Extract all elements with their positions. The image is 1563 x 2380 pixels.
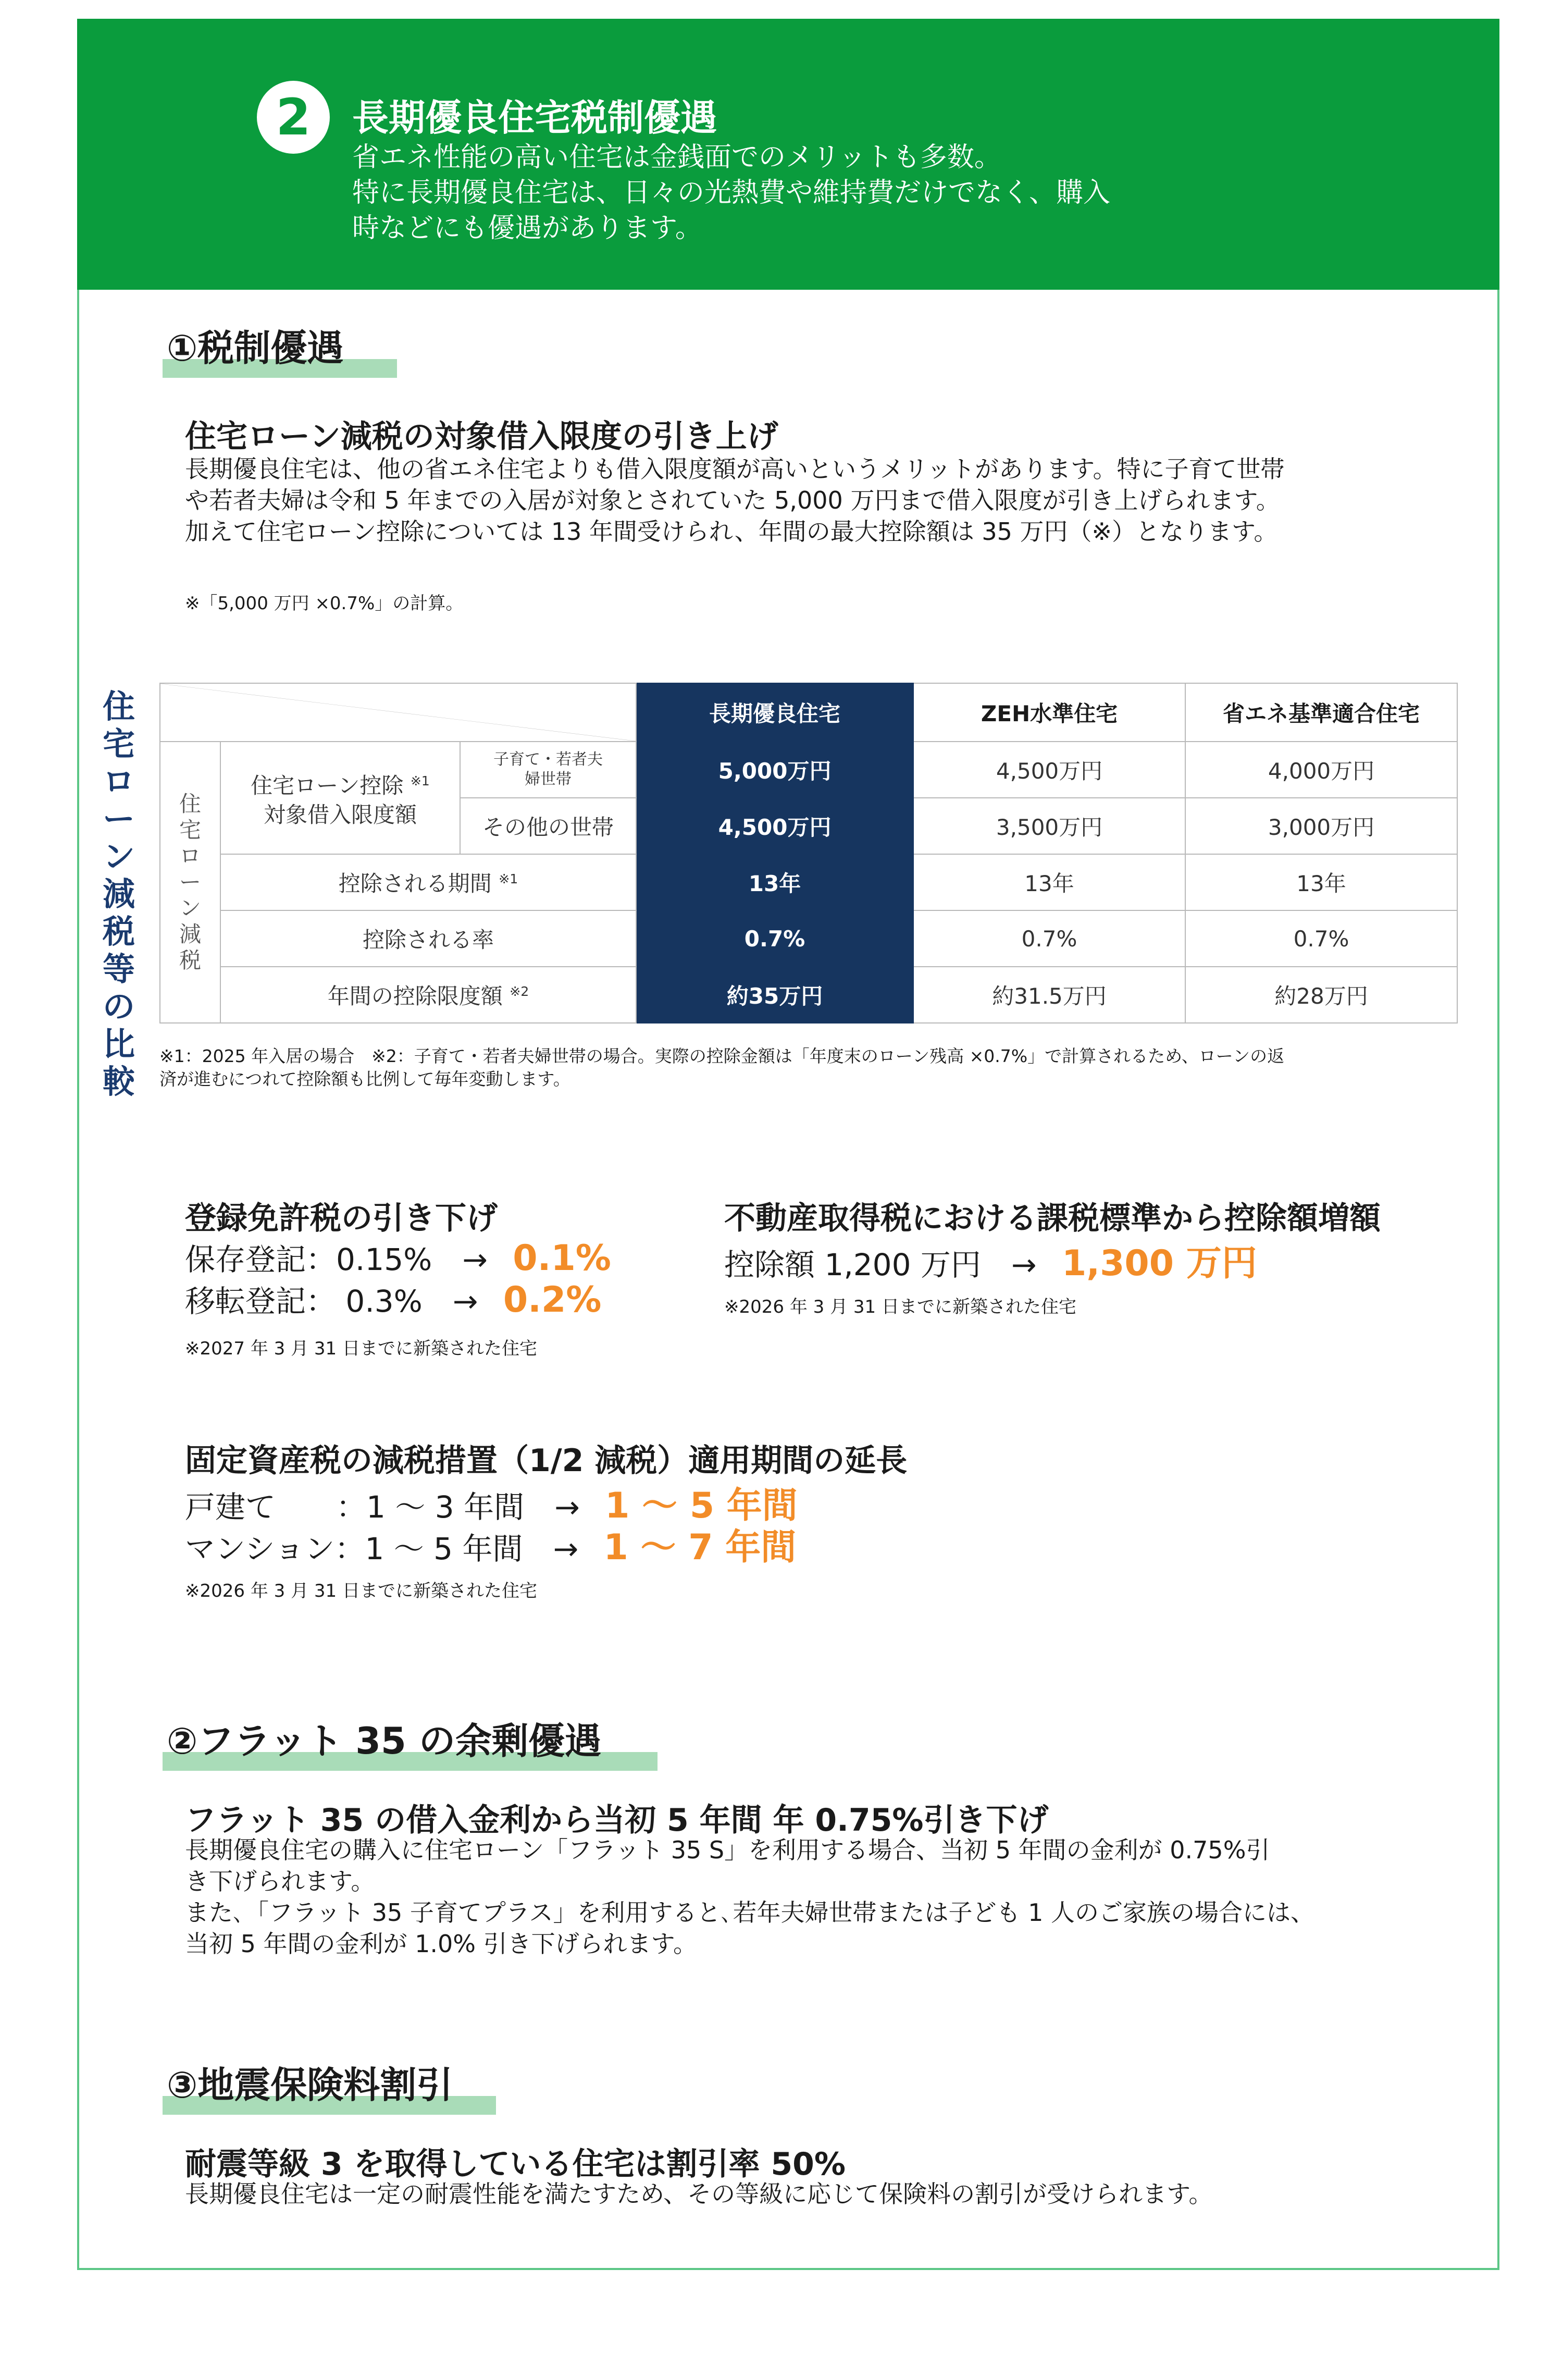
flat35-body-line: 当初 5 年間の金利が 1.0% 引き下げられます。 [185,1930,697,1958]
sub-label-other: その他の世帯 [460,798,636,854]
loan-body-line: 加えて住宅ローン控除については 13 年間受けられ、年間の最大控除額は 35 万円（※）となります。 [185,517,1278,546]
table-row [160,854,1457,910]
property-tax-label: マンション：1 ～ 5 年間 → [185,1531,579,1567]
period-label: 控除される期間 [338,871,492,896]
table-row [160,967,1457,1023]
sub-label-child-text: 子育て・若者夫婦世帯 [493,750,603,788]
table-cell: 0.7% [1185,910,1457,967]
flat35-body-line: また､「フラット 35 子育てプラス」を利用すると､若年夫婦世帯または子ども 1 人のご家族の場合には、 [185,1898,1314,1927]
insurance-body [185,2178,1212,2210]
table-cell: 4,500万円 [636,798,913,854]
loan-note: ※「5,000 万円 ×0.7%」の計算。 [185,593,464,614]
column-header: ZEH水準住宅 [913,683,1185,742]
insurance-title: 耐震等級 3 を取得している住宅は割引率 50% [185,2146,846,2182]
section-heading-text: ②フラット 35 の余剰優遇 [167,1720,602,1762]
registration-line [185,1235,611,1279]
property-tax-label: 戸建て ：1 ～ 3 年間 → [185,1489,580,1525]
acquisition-line [724,1235,1257,1286]
acquisition-new-value: 1,300 万円 [1061,1243,1257,1284]
comparison-side-label: 住宅ローン減税等の比較 [102,687,135,1101]
table-cell: 4,000万円 [1185,742,1457,798]
table-cell: 0.7% [636,910,913,967]
registration-note: ※2027 年 3 月 31 日までに新築された住宅 [185,1338,537,1359]
table-cell: 3,500万円 [913,798,1185,854]
flat35-body-line: き下げられます。 [185,1867,375,1895]
table-cell: 3,000万円 [1185,798,1457,854]
group-label-cell [160,742,220,1023]
property-tax-new-value: 1 ～ 7 年間 [603,1527,797,1568]
acquisition-label: 控除額 1,200 万円 → [724,1247,1037,1283]
table-cell: 約28万円 [1185,967,1457,1023]
loan-body-line: 長期優良住宅は、他の省エネ住宅よりも借入限度額が高いというメリットがあります。特に子育て世帯 [185,455,1285,483]
loan-body [185,453,1284,547]
row-label [220,967,636,1023]
acquisition-note: ※2026 年 3 月 31 日までに新築された住宅 [724,1297,1076,1317]
row-label: 控除される率 [220,910,636,967]
limit-label: 住宅ローン控除 [251,772,404,798]
flat35-title: フラット 35 の借入金利から当初 5 年間 年 0.75%引き下げ [185,1802,1049,1839]
banner-desc-line: 時などにも優遇があります。 [352,213,702,244]
footnote-mark: ※1 [410,773,430,788]
limit-label-cell [220,742,460,854]
footnote-mark: ※2 [510,984,529,999]
table-footnote-line: 済が進むにつれて控除額も比例して毎年変動します。 [159,1069,570,1089]
section-heading-tax [167,319,343,372]
footnote-mark: ※1 [499,871,518,886]
table-row [160,910,1457,967]
section-heading-insurance [167,2056,453,2108]
column-header: 省エネ基準適合住宅 [1185,683,1457,742]
insurance-body-line: 長期優良住宅は一定の耐震性能を満たすため、その等級に応じて保険料の割引が受けられます。 [185,2180,1213,2208]
loan-body-line: や若者夫婦は令和 5 年までの入居が対象とされていた 5,000 万円まで借入限度が引き上げられます。 [185,486,1280,514]
acquisition-title: 不動産取得税における課税標準から控除額増額 [724,1200,1381,1237]
row-label [220,854,636,910]
registration-title: 登録免許税の引き下げ [185,1200,498,1237]
table-cell: 0.7% [913,910,1185,967]
group-label: 住宅ローン減税 [179,791,201,973]
banner-description [352,140,1110,246]
section-number-badge: 2 [257,81,330,154]
section-heading-text: ③地震保険料割引 [167,2064,453,2106]
sub-label-child [460,742,636,798]
table-corner-cell [160,683,636,742]
property-tax-line [185,1519,796,1570]
registration-line [185,1277,601,1321]
limit-label-2: 対象借入限度額 [263,801,417,828]
banner-title: 長期優良住宅税制優遇 [352,96,717,139]
banner-desc-line: 省エネ性能の高い住宅は金銭面でのメリットも多数。 [352,142,1001,173]
column-header: 長期優良住宅 [636,683,913,742]
table-cell: 13年 [636,854,913,910]
section-heading-flat35 [167,1712,601,1765]
flat35-body [185,1834,1314,1959]
section-heading-text: ①税制優遇 [167,327,344,369]
flat35-body-line: 長期優良住宅の購入に住宅ローン「フラット 35 S」を利用する場合、当初 5 年間の金利が 0.75%引 [185,1836,1270,1864]
table-cell: 約31.5万円 [913,967,1185,1023]
table-header-row [160,683,1457,742]
table-cell: 13年 [913,854,1185,910]
table-cell: 5,000万円 [636,742,913,798]
table-row [160,742,1457,798]
table-footnote-line: ※1：2025 年入居の場合 ※2：子育て・若者夫婦世帯の場合。実際の控除金額は「年度末のローン残高 ×0.7%」で計算されるため、ローンの返 [159,1046,1285,1066]
table-footnote [159,1045,1284,1091]
registration-label: 保存登記：0.15% → [185,1242,488,1277]
property-tax-note: ※2026 年 3 月 31 日までに新築された住宅 [185,1581,537,1601]
annual-label: 年間の控除限度額 [327,983,503,1009]
property-tax-new-value: 1 ～ 5 年間 [605,1485,798,1526]
comparison-table [159,683,1458,1023]
table-cell: 13年 [1185,854,1457,910]
banner-desc-line: 特に長期優良住宅は、日々の光熱費や維持費だけでなく、購入 [352,177,1110,208]
property-tax-title: 固定資産税の減税措置（1/2 減税）適用期間の延長 [185,1442,908,1479]
table-cell: 約35万円 [636,967,913,1023]
loan-title: 住宅ローン減税の対象借入限度の引き上げ [185,418,778,455]
registration-new-value: 0.2% [503,1279,602,1321]
table-cell: 4,500万円 [913,742,1185,798]
registration-label: 移転登記： 0.3% → [185,1284,478,1319]
registration-new-value: 0.1% [513,1238,611,1279]
